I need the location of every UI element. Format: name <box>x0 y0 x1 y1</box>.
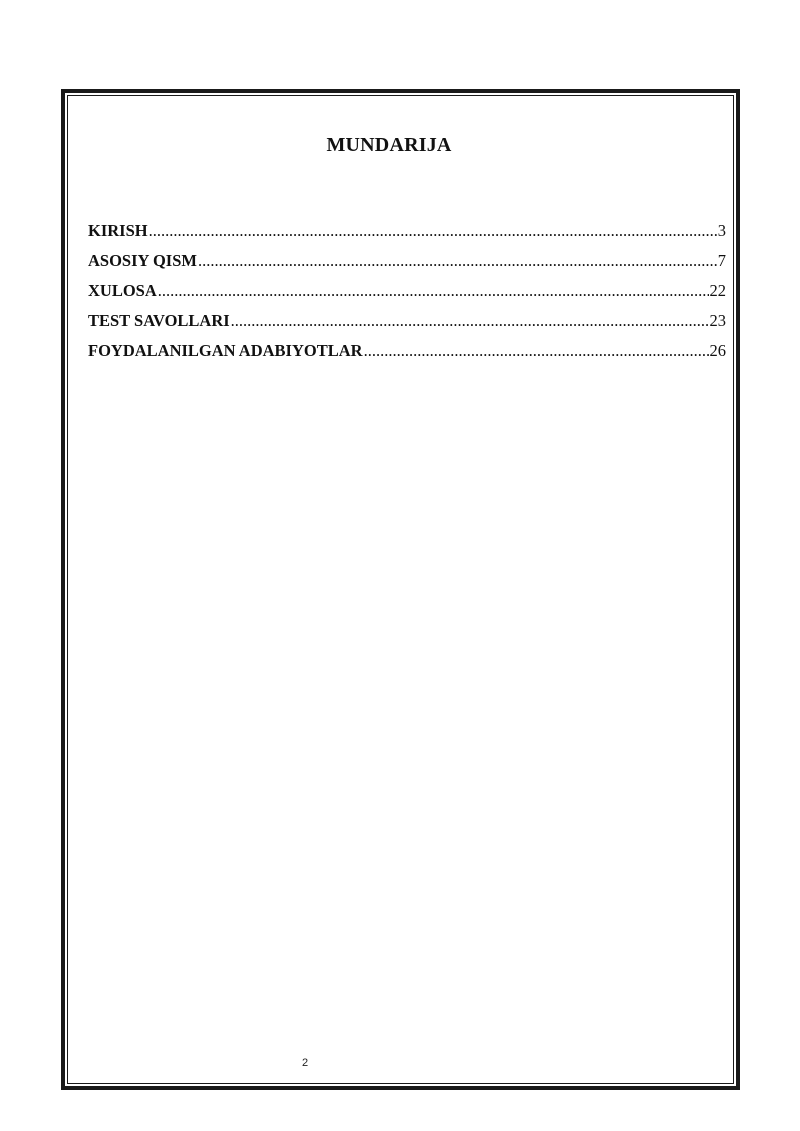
toc-leader-dots <box>158 280 709 302</box>
toc-entry-test-savollari[interactable] <box>88 310 726 340</box>
toc-entry-page: 23 <box>709 311 726 330</box>
toc-leader-dots <box>231 310 709 332</box>
toc-entry-foydalanilgan-adabiyotlar[interactable] <box>88 340 726 370</box>
page-title: MUNDARIJA <box>326 134 452 156</box>
toc-entry-label: FOYDALANILGAN ADABIYOTLAR <box>88 341 363 360</box>
toc-entry-label: ASOSIY QISM <box>88 251 197 270</box>
toc-entry-page: 26 <box>709 341 726 360</box>
toc-entry-kirish[interactable] <box>88 220 726 250</box>
page-number: 2 <box>302 1057 309 1069</box>
toc-entry-page: 3 <box>717 221 726 240</box>
toc-entry-asosiy-qism[interactable] <box>88 250 726 280</box>
toc-leader-dots <box>198 250 717 272</box>
toc-entry-page: 22 <box>709 281 726 300</box>
toc-entry-page: 7 <box>717 251 726 270</box>
toc-entry-label: TEST SAVOLLARI <box>88 311 230 330</box>
toc-leader-dots <box>364 340 709 362</box>
toc-entry-xulosa[interactable] <box>88 280 726 310</box>
toc-entry-label: XULOSA <box>88 281 157 300</box>
toc-entry-label: KIRISH <box>88 221 148 240</box>
toc-leader-dots <box>149 220 717 242</box>
table-of-contents <box>88 220 726 370</box>
